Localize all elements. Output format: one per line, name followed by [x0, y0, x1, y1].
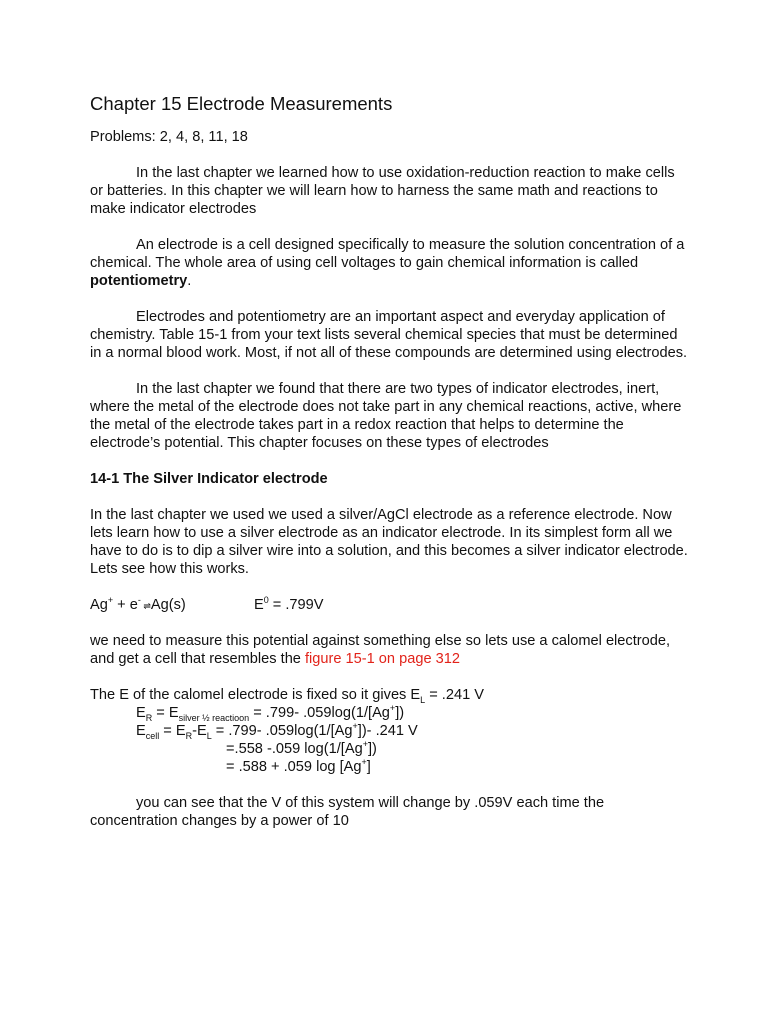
calomel-paragraph: we need to measure this potential against something else so lets use a calomel electrode, and get a cell that resembles the figure 15-1 on page 312 [90, 633, 671, 667]
ecell-step-2: =.558 -.059 log(1/[Ag+]) [226, 739, 377, 757]
conclusion-paragraph: you can see that the V of this system will change by .059V each time the concentration changes by a power of 10 [90, 795, 605, 829]
ecell-step-3: = .588 + .059 log [Ag+] [226, 757, 371, 775]
document-page [90, 92, 690, 830]
silver-electrode-paragraph: In the last chapter we used we used a silver/AgCl electrode as a reference electrode. Now lets learn how to use a silver electrode as an indicator electrode. In its simplest form all we have to do is to dip a silver wire into a solution, and this becomes a silver indicator electrode. Lets see how this works. [90, 507, 688, 577]
calomel-potential-line: The E of the calomel electrode is fixed so it gives $E_L = .241$ V [90, 687, 484, 705]
page-title: Chapter 15 Electrode Measurements [90, 93, 393, 114]
paragraph-text-end: . [187, 273, 192, 289]
problems-line: Problems: 2, 4, 8, 11, 18 [90, 129, 248, 145]
figure-reference-link[interactable]: figure 15-1 on page 312 [304, 651, 460, 667]
electrode-definition-paragraph [90, 236, 690, 290]
half-reaction [90, 596, 690, 614]
reaction-left: Ag+ + e- ⇌Ag(s) [90, 595, 186, 613]
ecell-equation: $E_{cell} = E_R-E_L = .799-$ .059log(1/[Ag+])- .241 V [136, 721, 418, 741]
paragraph-text: An electrode is a cell designed specifically to measure the solution concentration of a chemical. The whole area of using cell voltages to gain chemical information is called [90, 237, 685, 271]
intro-paragraph: In the last chapter we learned how to use oxidation-reduction reaction to make cells or batteries. In this chapter we will learn how to harness the same math and reactions to make indicator electrodes [90, 165, 675, 217]
potentiometry-term: potentiometry [90, 273, 188, 289]
section-heading: 14-1 The Silver Indicator electrode [90, 471, 328, 487]
electrode-types-paragraph: In the last chapter we found that there are two types of indicator electrodes, inert, where the metal of the electrode does not take part in any chemical reactions, active, where the metal of the electrode takes part in a redox reaction that helps to determine the electrode’s potential. This chapter focuses on these types of electrodes [90, 381, 682, 451]
er-equation: $E_R = E_{silver \frac{1}{2} reactioon} = .799-$ .059log(1/[Ag+]) [136, 703, 405, 723]
standard-potential: $E^0 = .799V$ [254, 595, 324, 613]
equilibrium-arrow-icon: ⇌ [140, 601, 151, 611]
applications-paragraph: Electrodes and potentiometry are an important aspect and everyday application of chemistry. Table 15-1 from your text lists several chemical species that must be determined in a normal blood work. Most, if not all of these compounds are determined using electrodes. [90, 309, 688, 361]
